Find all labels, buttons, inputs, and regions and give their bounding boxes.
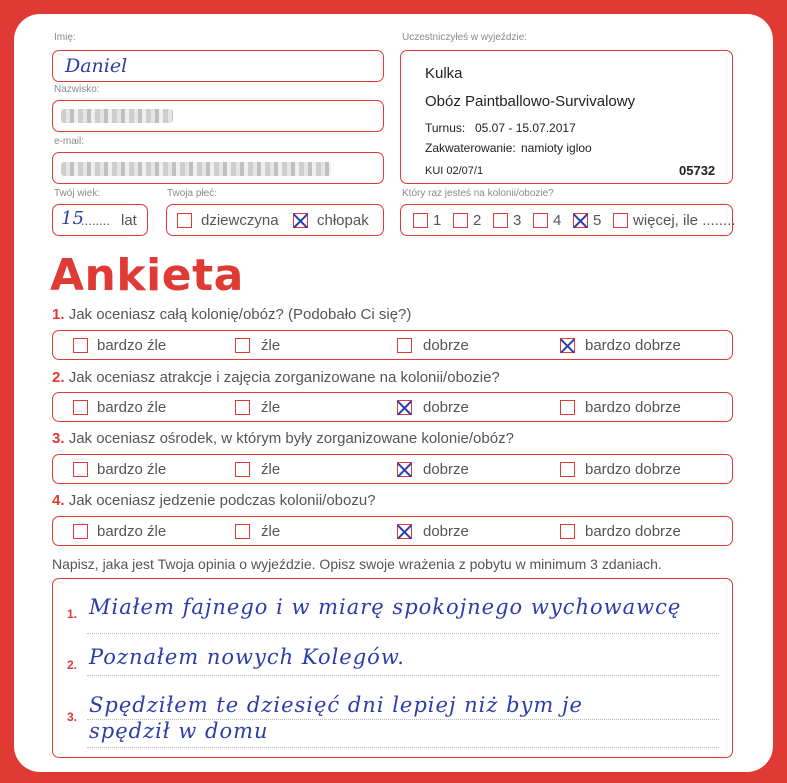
age-unit: lat	[121, 212, 137, 229]
times-3-label: 3	[513, 212, 522, 229]
times-3-checkbox[interactable]	[493, 213, 508, 228]
q2-very-good-label: bardzo dobrze	[585, 399, 681, 416]
age-label: Twój wiek:	[54, 188, 101, 199]
q2-very-good-checkbox[interactable]	[560, 400, 575, 415]
times-5-checkbox[interactable]	[573, 213, 588, 228]
opinion-box[interactable]	[52, 578, 733, 758]
q3-very-bad-checkbox[interactable]	[73, 462, 88, 477]
question-1-text: Jak oceniasz całą kolonię/obóz? (Podobało Ci się?)	[68, 306, 412, 323]
times-4-checkbox[interactable]	[533, 213, 548, 228]
times-2-checkbox[interactable]	[453, 213, 468, 228]
gender-male-checkbox[interactable]	[293, 213, 308, 228]
opinion-3-text: Spędziłem te dziesięć dni lepiej niż bym je	[89, 693, 583, 717]
opinion-prompt: Napisz, jaka jest Twoja opinia o wyjeździe. Opisz swoje wrażenia z pobytu w minimum 3 zdaniach.	[52, 556, 662, 572]
q2-very-bad-label: bardzo źle	[97, 399, 167, 416]
question-1	[52, 306, 411, 323]
name-field[interactable]	[52, 50, 384, 82]
q1-bad-label: źle	[261, 337, 281, 354]
camp-org: Kulka	[425, 65, 463, 82]
q4-very-good-label: bardzo dobrze	[585, 523, 681, 540]
times-field	[400, 204, 736, 236]
q1-very-good-label: bardzo dobrze	[585, 337, 681, 354]
age-field[interactable]	[52, 204, 148, 236]
question-1-options	[52, 330, 733, 360]
q3-bad-label: źle	[261, 461, 281, 478]
question-3	[52, 430, 514, 447]
q3-very-bad-label: bardzo źle	[97, 461, 167, 478]
survey-title: Ankieta	[50, 250, 244, 301]
times-4-label: 4	[553, 212, 562, 229]
q2-bad-checkbox[interactable]	[235, 400, 250, 415]
age-dots: ........	[81, 213, 110, 228]
q3-good-checkbox[interactable]	[397, 462, 412, 477]
name-label: Imię:	[54, 32, 76, 43]
opinion-3-continuation: spędził w domu	[89, 719, 269, 743]
gender-field	[166, 204, 384, 236]
q1-very-bad-checkbox[interactable]	[73, 338, 88, 353]
camp-code: KUI 02/07/1	[425, 165, 484, 177]
opinion-2-text: Poznałem nowych Kolegów.	[89, 645, 405, 669]
gender-male-label: chłopak	[317, 212, 369, 229]
opinion-3-number: 3.	[67, 710, 78, 724]
question-3-options	[52, 454, 733, 484]
accommodation-value: namioty igloo	[521, 141, 592, 155]
q1-good-checkbox[interactable]	[397, 338, 412, 353]
opinion-2-number: 2.	[67, 658, 78, 672]
email-field[interactable]	[52, 152, 384, 184]
q3-very-good-checkbox[interactable]	[560, 462, 575, 477]
surname-blurred	[61, 109, 173, 123]
q2-bad-label: źle	[261, 399, 281, 416]
turnus-label: Turnus:	[425, 121, 466, 135]
q4-good-checkbox[interactable]	[397, 524, 412, 539]
question-3-number: 3.	[52, 430, 65, 447]
q3-very-good-label: bardzo dobrze	[585, 461, 681, 478]
q2-good-checkbox[interactable]	[397, 400, 412, 415]
name-value: Daniel	[65, 55, 128, 77]
q2-very-bad-checkbox[interactable]	[73, 400, 88, 415]
question-3-text: Jak oceniasz ośrodek, w którym były zorganizowane kolonie/obóz?	[68, 430, 514, 447]
opinion-line-2	[87, 675, 719, 676]
surname-label: Nazwisko:	[54, 84, 100, 95]
q1-good-label: dobrze	[423, 337, 469, 354]
q3-bad-checkbox[interactable]	[235, 462, 250, 477]
times-label: Który raz jesteś na kolonii/obozie?	[402, 188, 554, 199]
times-2-label: 2	[473, 212, 482, 229]
q4-bad-label: źle	[261, 523, 281, 540]
q4-very-good-checkbox[interactable]	[560, 524, 575, 539]
question-4-options	[52, 516, 733, 546]
question-2-number: 2.	[52, 369, 65, 386]
email-blurred	[61, 162, 331, 176]
question-2-options	[52, 392, 733, 422]
email-label: e-mail:	[54, 136, 85, 147]
q1-very-good-checkbox[interactable]	[560, 338, 575, 353]
accommodation-label: Zakwaterowanie:	[425, 141, 516, 155]
gender-female-label: dziewczyna	[201, 212, 279, 229]
times-more-checkbox[interactable]	[613, 213, 628, 228]
q2-good-label: dobrze	[423, 399, 469, 416]
opinion-1-number: 1.	[67, 607, 78, 621]
question-2-text: Jak oceniasz atrakcje i zajęcia zorganizowane na kolonii/obozie?	[68, 369, 500, 386]
survey-sheet	[14, 14, 773, 772]
camp-label: Uczestniczyłeś w wyjeździe:	[402, 32, 528, 43]
opinion-line-1	[87, 633, 719, 634]
q1-bad-checkbox[interactable]	[235, 338, 250, 353]
camp-number: 05732	[679, 163, 716, 178]
times-more-label: więcej, ile ........	[633, 212, 736, 229]
times-1-label: 1	[433, 212, 442, 229]
q3-good-label: dobrze	[423, 461, 469, 478]
times-1-checkbox[interactable]	[413, 213, 428, 228]
camp-info-box	[400, 50, 733, 184]
age-value: 15	[61, 208, 84, 229]
opinion-line-4	[87, 747, 719, 748]
q4-very-bad-checkbox[interactable]	[73, 524, 88, 539]
q1-very-bad-label: bardzo źle	[97, 337, 167, 354]
q4-good-label: dobrze	[423, 523, 469, 540]
gender-female-checkbox[interactable]	[177, 213, 192, 228]
opinion-1-text: Miałem fajnego i w miarę spokojnego wychowawcę	[89, 595, 682, 619]
question-4-number: 4.	[52, 492, 65, 509]
turnus-value: 05.07 - 15.07.2017	[475, 121, 576, 135]
surname-field[interactable]	[52, 100, 384, 132]
camp-name: Obóz Paintballowo-Survivalowy	[425, 93, 636, 110]
gender-label: Twoja płeć:	[167, 188, 218, 199]
q4-bad-checkbox[interactable]	[235, 524, 250, 539]
question-1-number: 1.	[52, 306, 65, 323]
q4-very-bad-label: bardzo źle	[97, 523, 167, 540]
times-5-label: 5	[593, 212, 602, 229]
question-4-text: Jak oceniasz jedzenie podczas kolonii/obozu?	[68, 492, 376, 509]
question-2	[52, 369, 500, 386]
question-4	[52, 492, 376, 509]
